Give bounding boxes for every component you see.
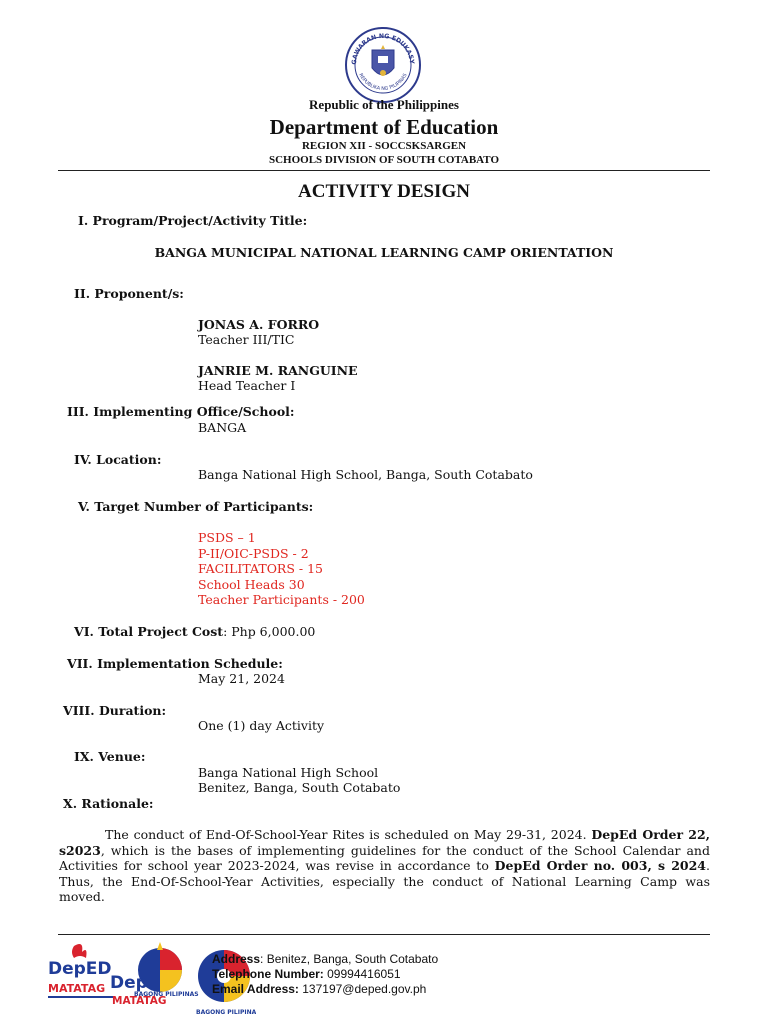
footer-email [212,982,426,996]
document-title: ACTIVITY DESIGN [298,181,470,202]
rationale-text: . Thus, the End-Of-School-Year Activities, especially the conduct of National Learning Camp was moved. [59,858,710,905]
participant-item: Teacher Participants - 200 [198,592,365,608]
seal-text-top: GAWARAN NG EDUKASY [350,32,416,65]
section-rationale-label: X. Rationale: [63,796,154,811]
section-schedule-label: VII. Implementation Schedule: [67,656,283,671]
program-title-value: BANGA MUNICIPAL NATIONAL LEARNING CAMP ORIENTATION [154,245,614,260]
section-proponents-label: II. Proponent/s: [74,286,184,301]
rationale-text: , which is the bases of implementing guidelines for the conduct of the School Calendar and Activities for school year 2023-2024, was revise in accordance to [59,842,710,874]
deped-seal [344,26,422,104]
section-duration-label: VIII. Duration: [63,703,167,718]
seal-text-bottom: REPUBLIKA NG PILIPINAS [357,73,409,92]
participant-item: PSDS – 1 [198,530,256,545]
rationale-order-ref: DepEd Order no. 003, s 2024 [494,858,707,874]
proponent-name: JANRIE M. RANGUINE [198,363,358,378]
logo1-top-text: DepED [48,959,112,979]
venue-line-2: Benitez, Banga, South Cotabato [198,780,401,795]
section-venue-label: IX. Venue: [74,749,146,764]
logo2-tag-text: BAGONG PILIPINAS [134,991,199,998]
section-cost-label: VI. Total Project Cost [74,624,224,639]
participant-item: P-II/OIC-PSDS - 2 [198,545,309,561]
address-value: : Benitez, Banga, South Cotabato [260,952,439,966]
schedule-value: May 21, 2024 [198,671,285,686]
phone-label: Telephone Number: [212,967,324,981]
header-divider [58,170,710,171]
cost-value: : Php 6,000.00 [223,624,316,639]
address-label: Address [212,952,261,966]
rationale-text: The conduct of End-Of-School-Year Rites is scheduled on May 29-31, 2024. [105,827,592,842]
logo1-bottom-text: MATATAG [48,982,106,995]
proponent-name: JONAS A. FORRO [198,317,320,332]
logo2-bottom-text: MATATAG [112,995,167,1007]
footer-divider [58,934,710,935]
section-location-label: IV. Location: [74,452,162,467]
participant-item: School Heads 30 [198,576,305,592]
department-name: Department of Education [269,115,499,139]
footer-phone [212,967,401,981]
section-program-title-label: I. Program/Project/Activity Title: [78,213,308,228]
footer-address [212,952,438,966]
phone-value: 09994416051 [323,967,401,981]
venue-line-1: Banga National High School [198,765,379,780]
participant-item: FACILITATORS - 15 [198,561,323,577]
participants-list [198,530,365,608]
republic-line: Republic of the Philippines [309,97,459,112]
proponent-position: Head Teacher I [198,378,296,393]
duration-value: One (1) day Activity [198,718,325,733]
deped-matatag-logo [44,938,120,1018]
rationale-order-ref: DepEd Order 22, s2023 [59,827,710,858]
email-value: 137197@deped.gov.ph [298,982,427,996]
logo2-top-text: Dep [110,973,148,993]
section-office-label: III. Implementing Office/School: [67,404,295,419]
section-participants-label: V. Target Number of Participants: [78,499,314,514]
office-value: BANGA [198,420,247,435]
email-label: Email Address: [212,982,299,996]
division-line: SCHOOLS DIVISION OF SOUTH COTABATO [268,154,500,166]
proponent-position: Teacher III/TIC [198,332,295,347]
cost-line [74,624,315,639]
region-line: REGION XII - SOCCSKSARGEN [301,140,467,152]
logo3-tag-text: BAGONG PILIPINAS [196,1009,256,1016]
deped-bagong-pilipinas-logo [110,938,200,1018]
location-value: Banga National High School, Banga, South Cotabato [198,467,533,482]
rationale-paragraph [59,827,710,905]
